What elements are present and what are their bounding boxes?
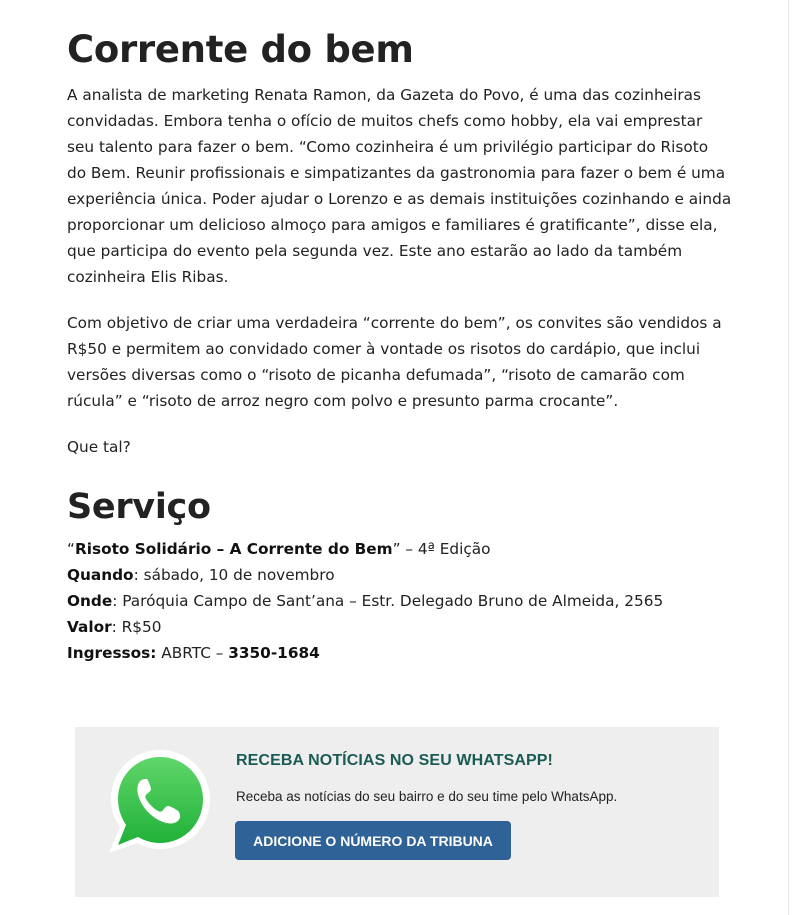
service-tickets-line [67,640,732,666]
event-name: Risoto Solidário – A Corrente do Bem [74,540,393,558]
service-price-line [67,614,732,640]
whatsapp-promo-box [75,727,719,897]
event-open-quote: “ [67,540,75,558]
article-paragraph: A analista de marketing Renata Ramon, da Gazeta do Povo, é uma das cozinheiras convidadas. Embora tenha o ofício de muitos chefs como hobby, ela vai emprestar seu talento para fazer o bem. “Como cozinheira é um privilégio participar do Risoto do Bem. Reunir profissionais e simpatizantes da gastronomia para fazer o bem é uma experiência única. Poder ajudar o Lorenzo e as demais instituições cozinhando e ainda proporcionar um delicioso almoço para amigos e familiares é gratificante”, disse ela, que participa do evento pela segunda vez. Este ano estarão ao lado da também cozinheira Elis Ribas. [67,86,732,286]
page-border [788,0,789,915]
where-label: Onde [67,592,113,610]
whatsapp-icon [107,747,213,855]
service-where-line [67,588,732,614]
promo-text: Receba as notícias do seu bairro e do seu time pelo WhatsApp. [236,789,618,804]
price-value: : R$50 [111,618,162,636]
service-when-line [67,562,732,588]
price-label: Valor [67,618,112,636]
promo-title: RECEBA NOTÍCIAS NO SEU WHATSAPP! [236,752,553,769]
article-body [67,0,732,666]
article-paragraph: Com objetivo de criar uma verdadeira “corrente do bem”, os convites são vendidos a R$50 e permitem ao convidado comer à vontade os risotos do cardápio, que inclui versões diversas como o “risoto de picanha defumada”, “risoto de camarão com rúcula” e “risoto de arroz negro com polvo e presunto parma crocante”. [67,314,722,410]
add-tribuna-number-button[interactable]: ADICIONE O NÚMERO DA TRIBUNA [235,821,511,860]
service-event-line [67,536,732,562]
where-value: : Paróquia Campo de Sant’ana – Estr. Delegado Bruno de Almeida, 2565 [112,592,664,610]
event-edition: ” – 4ª Edição [392,540,491,558]
tickets-label: Ingressos: [67,644,157,662]
tickets-phone: 3350-1684 [228,644,320,662]
service-heading: Serviço [67,487,211,527]
when-value: : sábado, 10 de novembro [133,566,335,584]
tickets-value: ABRTC – [156,644,229,662]
article-heading: Corrente do bem [67,28,414,71]
when-label: Quando [67,566,134,584]
article-paragraph: Que tal? [67,438,131,456]
